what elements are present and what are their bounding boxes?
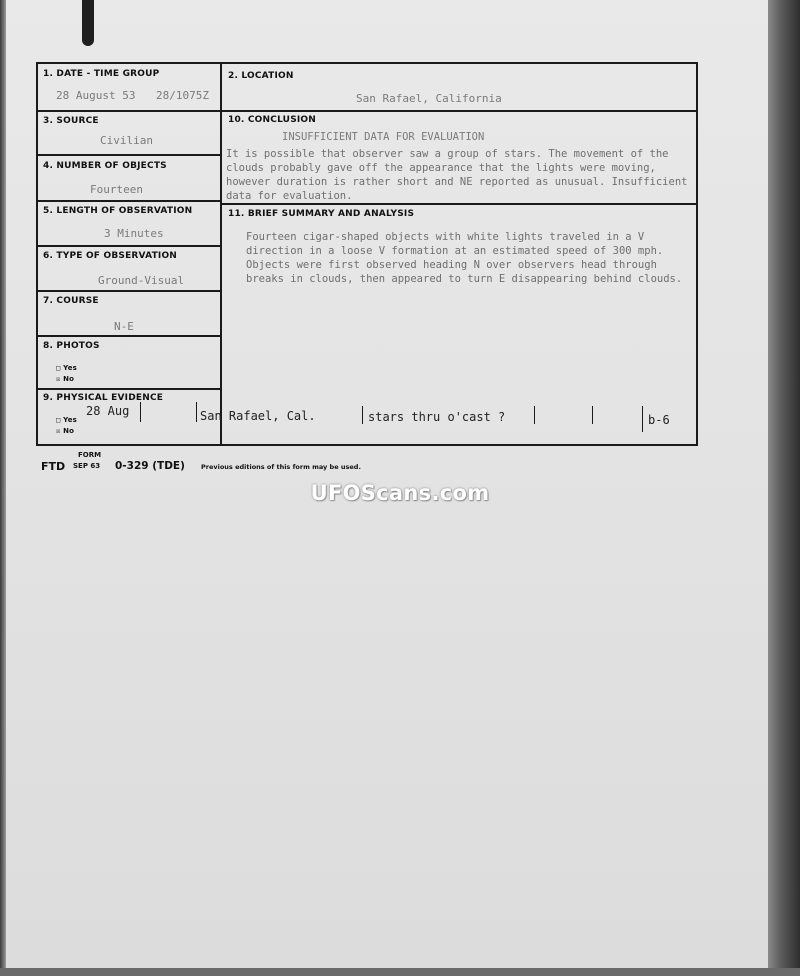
number-of-objects-label: 4. NUMBER OF OBJECTS [43,161,167,171]
index-date: 28 Aug [86,404,130,418]
physical-evidence-yes-option [56,416,77,424]
summary-text: Fourteen cigar-shaped objects with white lights traveled in a V direction in a loose V formation at an estimated speed of 300 mph. Objects were first observed heading N over observers head through breaks in clouds, then appeared to turn E disappearing behind clouds. [246,231,683,285]
divider [38,245,222,247]
footer-ftd: FTD [41,460,66,473]
index-tick [592,406,593,424]
index-tick [534,406,535,424]
date-time-group-label: 1. DATE - TIME GROUP [43,69,160,79]
conclusion-heading: INSUFFICIENT DATA FOR EVALUATION [282,131,485,143]
physical-evidence-no-label: No [63,427,75,435]
divider [220,110,698,112]
divider [38,388,222,390]
source-label: 3. SOURCE [43,116,99,126]
footer-previous-editions: Previous editions of this form may be used. [201,463,361,471]
time-value: 28/1075Z [156,89,209,102]
divider [38,110,222,112]
date-value: 28 August 53 [56,89,136,102]
course-value: N-E [114,320,134,333]
footer-form-word: FORM [78,451,102,459]
photos-no-checkbox: ☒ [56,375,61,383]
conclusion-text: It is possible that observer saw a group of stars. The movement of the clouds probably gave off the appearance that the lights were moving, however duration is rather short and NE reported as unusual. Insufficient data for evaluation. [226,148,688,202]
physical-evidence-no-checkbox: ☒ [56,427,61,435]
length-of-observation-value: 3 Minutes [104,227,164,240]
type-of-observation-label: 6. TYPE OF OBSERVATION [43,251,178,261]
index-tick [196,402,197,422]
index-tick [642,406,643,432]
summary-label: 11. BRIEF SUMMARY AND ANALYSIS [228,209,415,219]
divider [38,335,222,337]
conclusion-label: 10. CONCLUSION [228,115,317,125]
physical-evidence-yes-label: Yes [63,416,78,424]
number-of-objects-value: Fourteen [90,183,143,196]
index-code: b-6 [648,413,670,427]
location-value: San Rafael, California [356,92,502,105]
photos-no-option [56,375,74,383]
footer-form-number: 0-329 (TDE) [115,460,185,472]
index-tick [140,402,141,422]
divider [38,200,222,202]
photos-yes-checkbox: □ [56,364,61,372]
length-of-observation-label: 5. LENGTH OF OBSERVATION [43,206,193,216]
physical-evidence-label: 9. PHYSICAL EVIDENCE [43,393,164,403]
footer-sep: SEP 63 [73,462,101,470]
photos-no-label: No [63,375,75,383]
physical-evidence-yes-checkbox: □ [56,416,61,424]
photos-yes-option [56,364,77,372]
divider [38,290,222,292]
divider [220,203,698,205]
source-value: Civilian [100,134,153,147]
watermark: UFOScans.com [310,481,490,505]
type-of-observation-value: Ground-Visual [98,274,185,287]
physical-evidence-no-option [56,427,74,435]
project-card-form [36,62,698,446]
scan-edge-bottom [0,968,800,976]
index-evaluation: stars thru o'cast ? [368,410,506,424]
photos-yes-label: Yes [63,364,78,372]
index-location: San Rafael, Cal. [200,409,316,423]
course-label: 7. COURSE [43,296,99,306]
column-divider [220,64,222,444]
photos-label: 8. PHOTOS [43,341,100,351]
divider [38,154,222,156]
index-tick [362,406,363,424]
punch-hole-mark [82,0,94,46]
location-label: 2. LOCATION [228,71,294,81]
